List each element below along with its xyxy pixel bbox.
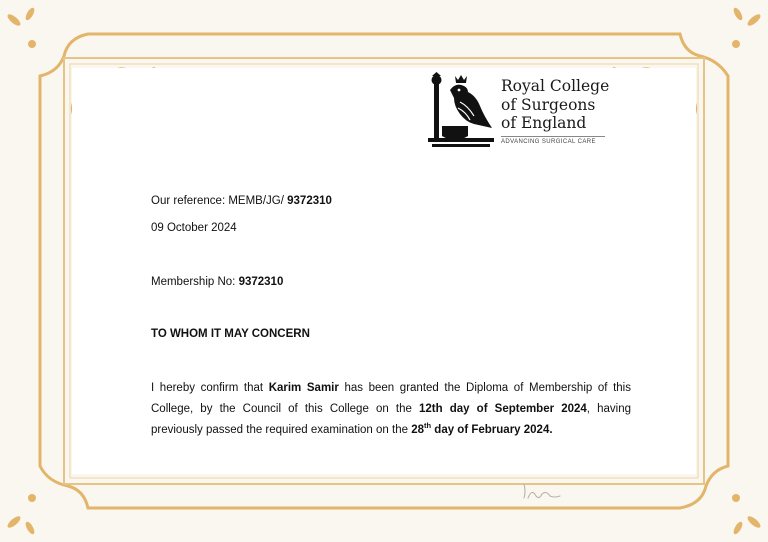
college-name-line-3: of England <box>501 114 587 132</box>
paragraph-line-1 <box>151 378 631 399</box>
logo-divider <box>501 136 605 137</box>
paragraph-line-3 <box>151 420 631 441</box>
reference-line <box>151 195 332 207</box>
paragraph-line-2 <box>151 399 631 420</box>
line1-text-b: has been granted the Diploma of Membership of this <box>344 382 631 394</box>
falcon-crest-icon <box>428 72 494 148</box>
college-logo <box>428 72 608 152</box>
grant-date: 12th day of September 2024 <box>418 403 587 415</box>
exam-date <box>411 421 553 436</box>
exam-day-rest: day of February 2024. <box>434 424 553 436</box>
letter-date: 09 October 2024 <box>151 222 237 234</box>
college-name-line-1: Royal College <box>501 77 610 95</box>
salutation: TO WHOM IT MAY CONCERN <box>151 328 310 340</box>
exam-day-number: 28 <box>411 424 424 436</box>
signature-mark <box>518 480 568 502</box>
reference-number: 9372310 <box>287 195 332 207</box>
line2-text-a: College, by the Council of this College on the <box>151 403 412 415</box>
membership-label: Membership No: <box>151 276 236 288</box>
line2-text-b: , having <box>586 403 631 415</box>
reference-label: Our reference: MEMB/JG/ <box>151 195 284 207</box>
college-name <box>501 77 611 133</box>
exam-day-suffix: th <box>424 421 432 431</box>
college-name-line-2: of Surgeons <box>501 95 596 114</box>
confirmation-paragraph <box>151 378 631 441</box>
college-tagline: ADVANCING SURGICAL CARE <box>501 139 596 145</box>
membership-number: 9372310 <box>238 276 284 288</box>
membership-line <box>151 276 283 288</box>
line3-text-a: previously passed the required examination on the <box>151 424 408 436</box>
line1-text-a: I hereby confirm that <box>151 382 264 394</box>
recipient-name: Karim Samir <box>268 382 339 394</box>
